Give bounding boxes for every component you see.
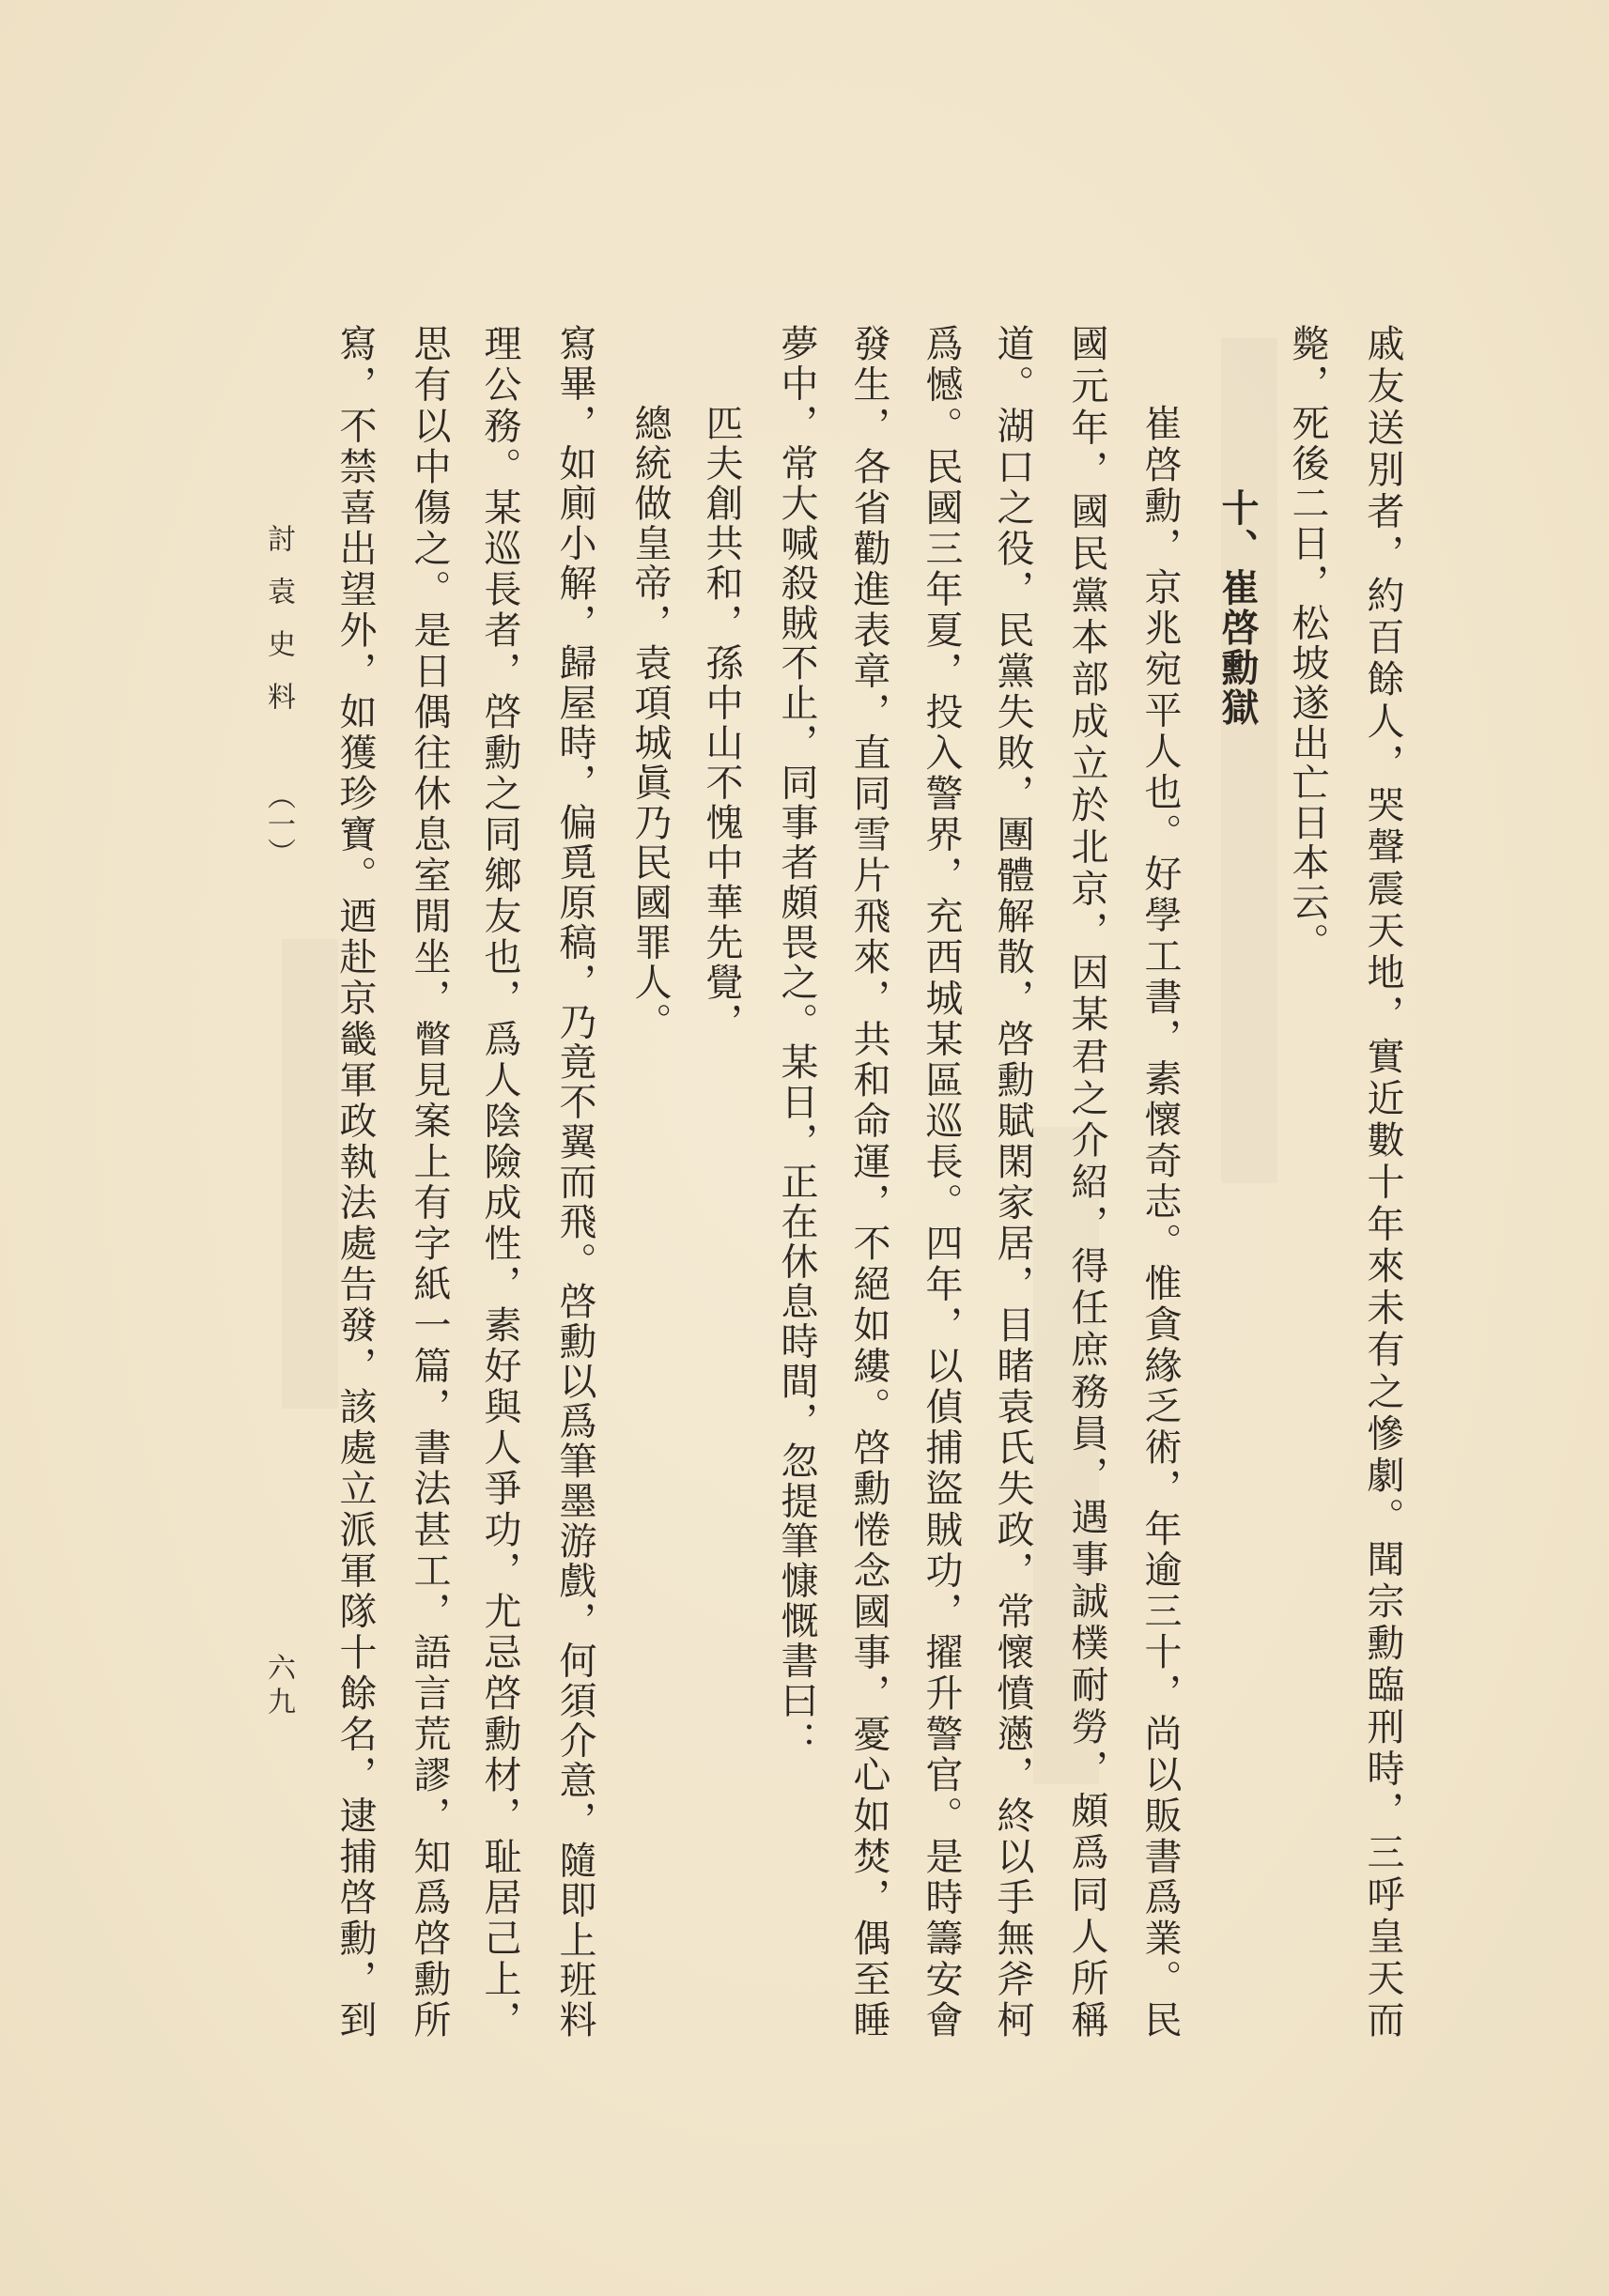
running-header-title: 討袁史料 bbox=[262, 524, 295, 734]
text-line: 戚友送別者，約百餘人，哭聲震天地，實近數十年來未有之慘劇。聞宗勳臨刑時，三呼皇天而 bbox=[1361, 324, 1404, 2038]
text-line: 爲憾。民國三年夏，投入警界，充西城某區巡長。四年，以偵捕盜賊功，擢升警官。是時籌安會 bbox=[920, 324, 963, 2038]
text-line: 國元年，國民黨本部成立於北京，因某君之介紹，得任庶務員，遇事誠樸耐勞，頗爲同人所稱 bbox=[1065, 324, 1108, 2038]
verse-line: 總統做皇帝，袁項城眞乃民國罪人。 bbox=[628, 404, 672, 1042]
show-through-shading bbox=[282, 939, 338, 1409]
text-line: 斃，死後二日，松坡遂出亡日本云。 bbox=[1286, 324, 1329, 963]
text-line: 理公務。某巡長者，啓勳之同鄉友也，爲人陰險成性，素好與人爭功，尤忌啓勳材，耻居己上， bbox=[478, 324, 521, 2038]
text-line: 寫，不禁喜出望外，如獲珍寶。迺赴京畿軍政執法處告發，該處立派軍隊十餘名，逮捕啓勳，到 bbox=[333, 324, 377, 2038]
text-line: 寫畢，如廁小解，歸屋時，偏覓原稿，乃竟不翼而飛。啓勳以爲筆墨游戲，何須介意，隨即上班料 bbox=[553, 324, 596, 2038]
text-line: 道。湖口之役，民黨失敗，團體解散，啓勳賦閑家居，目睹袁氏失政，常懷憤懣，終以手無斧柯 bbox=[991, 324, 1034, 2038]
section-heading: 十、崔啓勳獄 bbox=[1215, 488, 1260, 728]
text-line: 崔啓勳，京兆宛平人也。好學工書，素懷奇志。惟貪緣乏術，年逾三十，尚以販書爲業。民 bbox=[1138, 404, 1182, 2038]
page-number: 六九 bbox=[262, 1653, 295, 1720]
verse-line: 匹夫創共和，孫中山不愧中華先覺， bbox=[700, 404, 743, 1042]
running-header-volume: （一） bbox=[262, 781, 295, 866]
show-through-shading bbox=[1221, 338, 1277, 1183]
text-line: 發生，各省勸進表章，直同雪片飛來，共和命運，不絕如縷。啓勳惓念國事，憂心如焚，偶至睡 bbox=[847, 324, 890, 2038]
text-line: 夢中，常大喊殺賊不止，同事者頗畏之。某日，正在休息時間，忽提筆慷慨書曰： bbox=[775, 324, 818, 1761]
text-line: 思有以中傷之。是日偶往休息室閒坐，瞥見案上有字紙一篇，書法甚工，語言荒謬，知爲啓勳所 bbox=[408, 324, 451, 2038]
